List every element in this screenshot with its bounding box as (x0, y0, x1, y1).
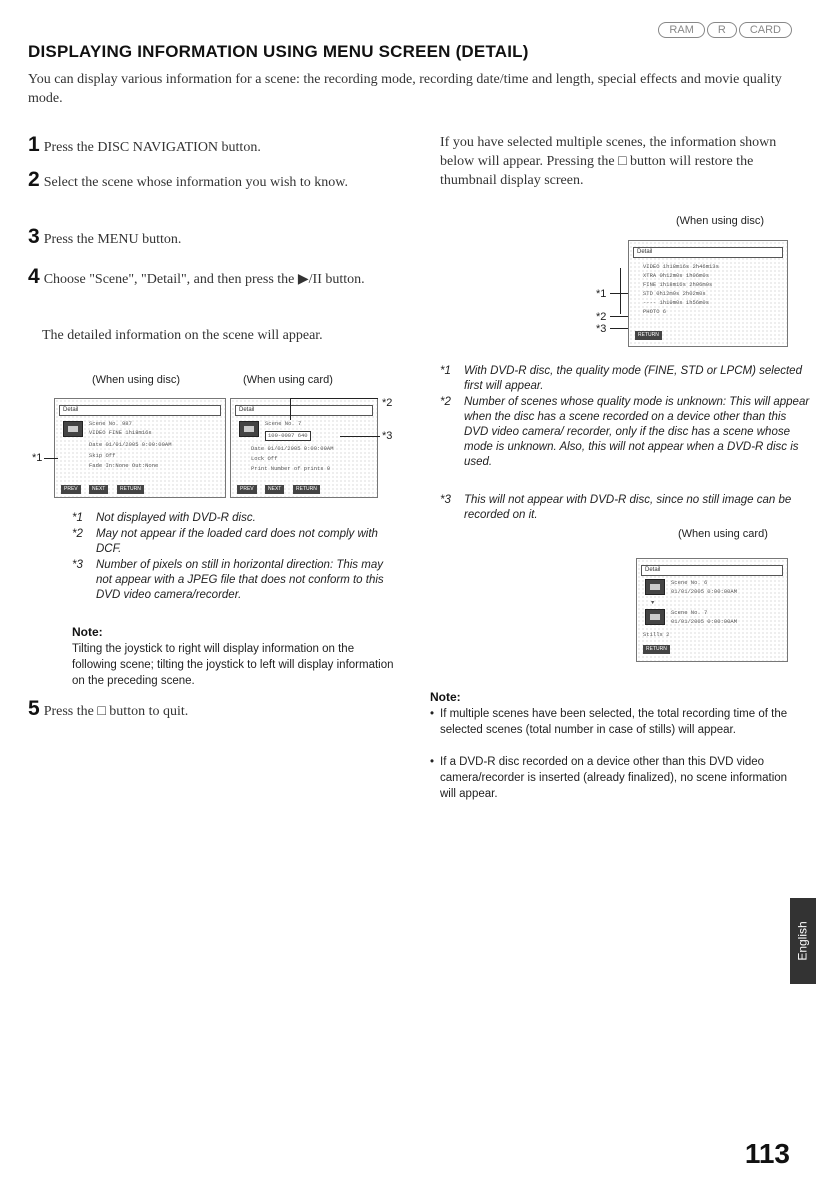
screen-title-bar: Detail (235, 405, 373, 416)
screen-line: Lock Off (251, 455, 278, 462)
return-button[interactable]: RETURN (643, 645, 670, 654)
screen-line: Scene No. 7 (671, 609, 708, 616)
marker-2: *2 (382, 397, 393, 409)
note-bullet (430, 706, 800, 738)
screen-line: Scene No. 6 (671, 579, 708, 586)
note-text: Tilting the joystick to right will display information on the following scene; tilting the joystick to left will display information on the preceding scene. (72, 643, 394, 687)
screen-title-bar: Detail (633, 247, 783, 258)
screen-line: Stills 2 (643, 631, 670, 638)
leader-line (610, 293, 628, 294)
screen-line: Print Number of prints 0 (251, 465, 331, 472)
screen-line: PHOTO 6 (643, 308, 667, 315)
step-1 (28, 133, 408, 157)
appear-text: The detailed information on the scene will appear. (42, 328, 323, 343)
leader-line (290, 398, 291, 420)
r-badge: R (707, 22, 737, 38)
step-number: 2 (28, 168, 40, 191)
footnote-text: This will not appear with DVD-R disc, since no still image can be recorded on it. (464, 494, 792, 521)
footnote (72, 511, 392, 526)
footnote-text: With DVD-R disc, the quality mode (FINE, STD or LPCM) selected first will appear. (464, 365, 802, 392)
bullet-icon: • (430, 756, 435, 768)
footnote-key: *2 (72, 528, 83, 540)
marker-3: *3 (382, 430, 393, 442)
thumbnail-icon (645, 579, 665, 595)
return-button[interactable]: RETURN (635, 331, 662, 340)
footnote-key: *1 (72, 512, 83, 524)
leader-line (290, 398, 378, 399)
next-button[interactable]: NEXT (89, 485, 108, 494)
footnote (72, 527, 392, 557)
language-tab (790, 898, 816, 984)
thumbnail-icon (645, 609, 665, 625)
thumbnail-icon (63, 421, 83, 437)
multi-scene-text: If you have selected multiple scenes, the information shown below will appear. Pressing the □ button will restore the thumbnail display screen. (440, 135, 777, 188)
marker-3: *3 (596, 323, 607, 335)
footnote-text: Not displayed with DVD-R disc. (96, 512, 256, 524)
return-button[interactable]: RETURN (117, 485, 144, 494)
note-bullet (430, 754, 800, 802)
ram-badge: RAM (658, 22, 704, 38)
step-text: Press the MENU button. (43, 232, 182, 247)
leader-line (340, 436, 380, 437)
page-number: 113 (744, 1138, 790, 1169)
note-heading: Note: (72, 625, 103, 639)
step-number: 5 (28, 697, 40, 720)
marker-1: *1 (32, 452, 43, 464)
intro-text: You can display various information for a scene: the recording mode, recording date/time and length, special effects and movie quality mode. (28, 72, 782, 106)
footnote-text: Number of pixels on still in horizontal direction: This may not appear with a JPEG file that does not conform to this DVD video camera/recorder. (96, 559, 384, 601)
footnote (440, 364, 810, 394)
marker-2: *2 (596, 311, 607, 323)
footnote (72, 558, 392, 603)
screen-line: Scene No. 987 (89, 420, 132, 427)
step-number: 1 (28, 133, 40, 156)
step-text: Press the DISC NAVIGATION button. (43, 140, 261, 155)
caption-disc: (When using disc) (92, 374, 181, 386)
bullet-icon: • (430, 708, 435, 720)
step-text: Choose "Scene", "Detail", and then press the ▶/II button. (43, 272, 365, 287)
screen-line: Date 01/01/2005 0:00:00AM (89, 441, 172, 448)
footnote-key: *2 (440, 396, 451, 408)
card-badge: CARD (739, 22, 792, 38)
screen-line: Date 01/01/2005 0:00:00AM (251, 445, 334, 452)
step-2 (28, 168, 398, 192)
screen-line: Scene No. 7 (265, 420, 302, 427)
marker-1: *1 (596, 288, 607, 300)
caption-card: (When using card) (243, 374, 333, 386)
language-label: English (796, 921, 811, 961)
caption-card: (When using card) (678, 528, 768, 540)
screen-line: XTRA 0h12m0s 1h06m0s (643, 272, 710, 279)
step-text: Press the □ button to quit. (43, 704, 189, 719)
step-5 (28, 697, 408, 721)
step-text: Select the scene whose information you wish to know. (43, 175, 348, 190)
screen-line: Fade In:None Out:None (89, 462, 159, 469)
screen-line: 01/01/2005 0:00:00AM (671, 588, 738, 595)
thumbnail-icon (239, 421, 259, 437)
footnote-text: Number of scenes whose quality mode is unknown: This will appear when the disc has a scene recorded on a device other than this DVD video camera/ recorder, only if the disc has a scene whose mode is unknown. Also, this will not appear when a DVD-R disc is used. (464, 396, 810, 468)
step-number: 3 (28, 225, 40, 248)
screen-line: ---- 1h10m0s 1h56m0s (643, 299, 710, 306)
caption-disc: (When using disc) (676, 215, 765, 227)
step-3 (28, 225, 408, 249)
leader-line (620, 268, 621, 314)
footnote-text: May not appear if the loaded card does not comply with DCF. (96, 528, 378, 555)
screen-line: STD 0h12m0s 2h02m0s (643, 290, 706, 297)
screen-line: 100-0007 640 (265, 431, 311, 441)
footnote (440, 395, 810, 470)
footnote-key: *3 (72, 559, 83, 571)
card-detail-screen (230, 398, 378, 498)
disc-multi-screen (628, 240, 788, 347)
prev-button[interactable]: PREV (61, 485, 81, 494)
note-heading: Note: (430, 690, 461, 704)
screen-line: VIDEO FINE 1h18m16s (89, 429, 152, 436)
leader-line (610, 328, 628, 329)
bullet-text: If multiple scenes have been selected, the total recording time of the selected scenes (total number in case of stills) will appear. (440, 708, 788, 736)
leader-line (44, 458, 58, 459)
screen-line: 01/01/2005 0:00:00AM (671, 618, 738, 625)
footnote-key: *1 (440, 365, 451, 377)
prev-button[interactable]: PREV (237, 485, 257, 494)
ellipsis-icon: ▼ (651, 599, 655, 606)
bullet-text: If a DVD-R disc recorded on a device other than this DVD video camera/recorder is inserted (already finalized), no scene information will appear. (440, 756, 788, 800)
media-badges (658, 22, 792, 38)
footnote (440, 493, 810, 523)
leader-line (610, 316, 628, 317)
next-button[interactable]: NEXT (265, 485, 284, 494)
step-4 (28, 265, 398, 289)
screen-line: FINE 1h18m16s 2h06m0s (643, 281, 713, 288)
return-button[interactable]: RETURN (293, 485, 320, 494)
screen-title-bar: Detail (59, 405, 221, 416)
footnote-key: *3 (440, 494, 451, 506)
screen-title-bar: Detail (641, 565, 783, 576)
disc-detail-screen (54, 398, 226, 498)
step-number: 4 (28, 265, 40, 288)
screen-line: VIDEO 1h18m16s 2h46m13s (643, 263, 719, 270)
page-title: DISPLAYING INFORMATION USING MENU SCREEN (DETAIL) (28, 42, 529, 61)
card-multi-screen (636, 558, 788, 662)
screen-line: Skip Off (89, 452, 116, 459)
